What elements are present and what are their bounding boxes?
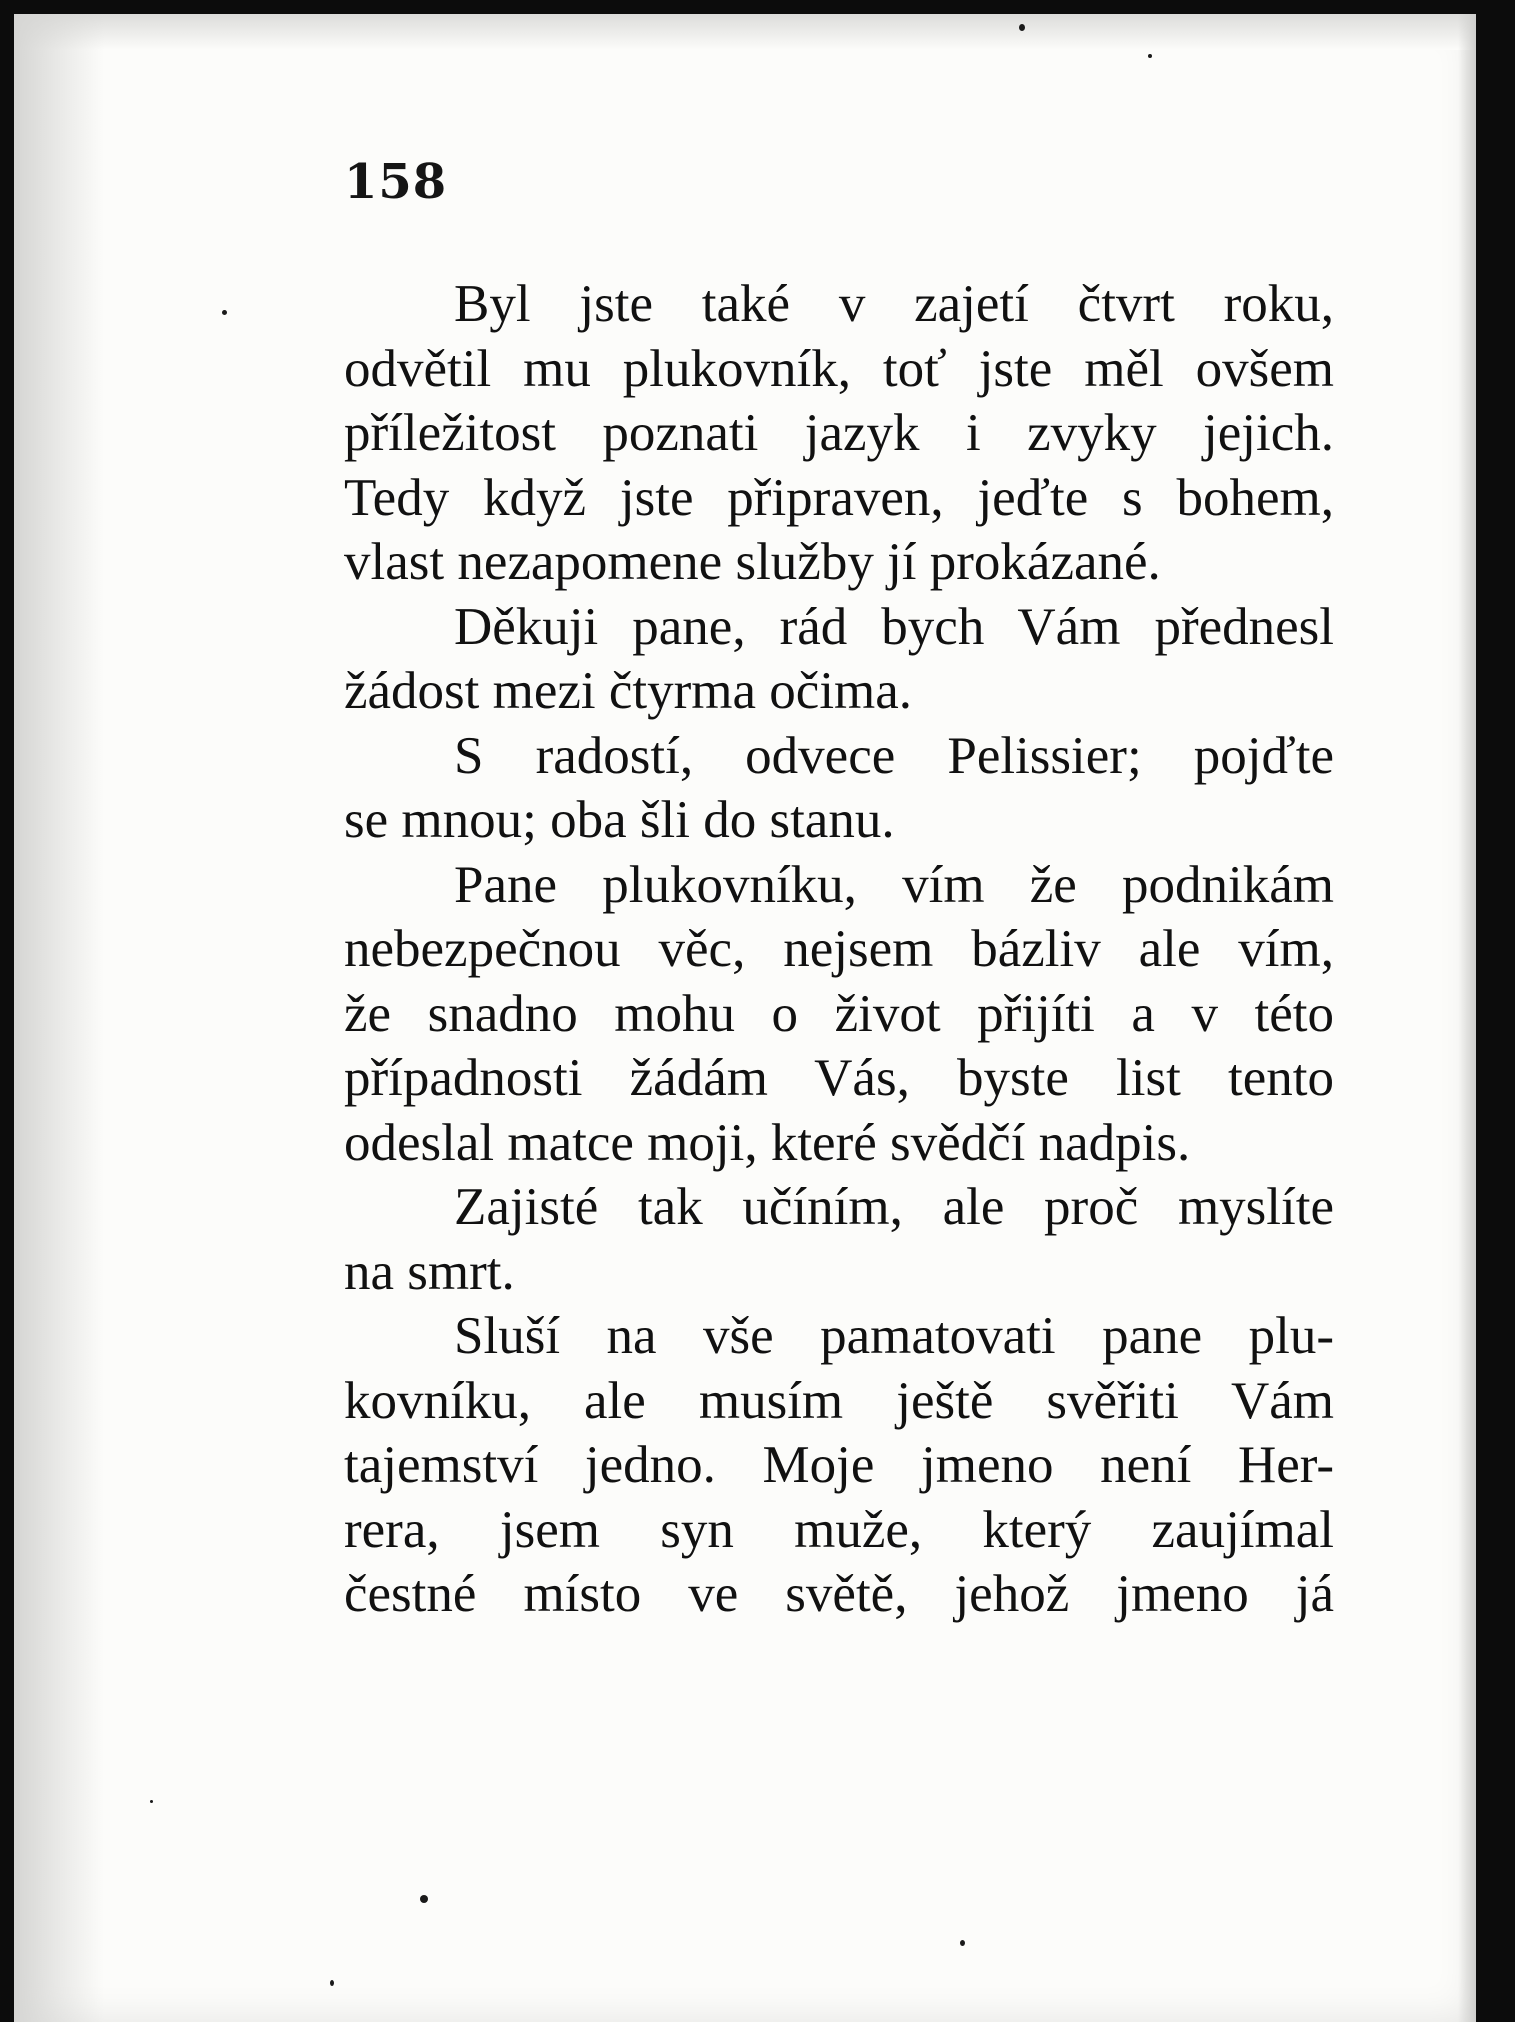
dust-speck <box>150 1800 153 1803</box>
text-line: Děkuji pane, rád bych Vám přednesl <box>454 597 1334 656</box>
text-line: Pane plukovníku, vím že podnikám <box>454 855 1334 914</box>
text-line: odeslal matce moji, které svědčí nadpis. <box>344 1113 1191 1172</box>
text-line: Byl jste také v zajetí čtvrt roku, <box>454 275 1334 333</box>
paper-left-shadow <box>14 14 104 2022</box>
text-line: tajemství jedno. Moje jmeno není Her- <box>344 1436 1334 1494</box>
text-line: Zajisté tak učíním, ale proč myslíte <box>454 1178 1334 1236</box>
dust-speck <box>222 310 227 315</box>
text-line: vlast nezapomene služby jí prokázané. <box>344 533 1161 591</box>
text-line: se mnou; oba šli do stanu. <box>344 791 895 849</box>
paper-right-shadow <box>1458 14 1476 2022</box>
text-line: rera, jsem syn muže, který zaujímal <box>344 1500 1334 1559</box>
paper-top-shadow <box>14 14 1476 50</box>
text-line: odvětil mu plukovník, toť jste měl ovšem <box>344 339 1334 398</box>
text-line: nebezpečnou věc, nejsem bázliv ale vím, <box>344 920 1334 978</box>
body-text <box>344 272 1334 1627</box>
dust-speck <box>330 1980 334 1986</box>
dust-speck <box>420 1895 428 1903</box>
text-line: že snadno mohu o život přijíti a v této <box>344 984 1334 1043</box>
text-line: případnosti žádám Vás, byste list tento <box>344 1049 1334 1107</box>
text-line: kovníku, ale musím ještě svěřiti Vám <box>344 1371 1334 1430</box>
text-line: S radostí, odvece Pelissier; pojďte <box>454 726 1334 785</box>
text-line: žádost mezi čtyrma očima. <box>344 662 913 720</box>
page-number: 158 <box>344 154 448 210</box>
dust-speck <box>1148 54 1152 58</box>
text-line: příležitost poznati jazyk i zvyky jejich. <box>344 404 1334 462</box>
text-line: na smrt. <box>344 1242 515 1301</box>
dust-speck <box>960 1940 965 1946</box>
text-line: Sluší na vše pamatovati pane plu- <box>454 1307 1334 1365</box>
dust-speck <box>1019 24 1025 31</box>
text-line: čestné místo ve světě, jehož jmeno já <box>344 1565 1334 1623</box>
text-line: Tedy když jste připraven, jeďte s bohem, <box>344 468 1334 527</box>
